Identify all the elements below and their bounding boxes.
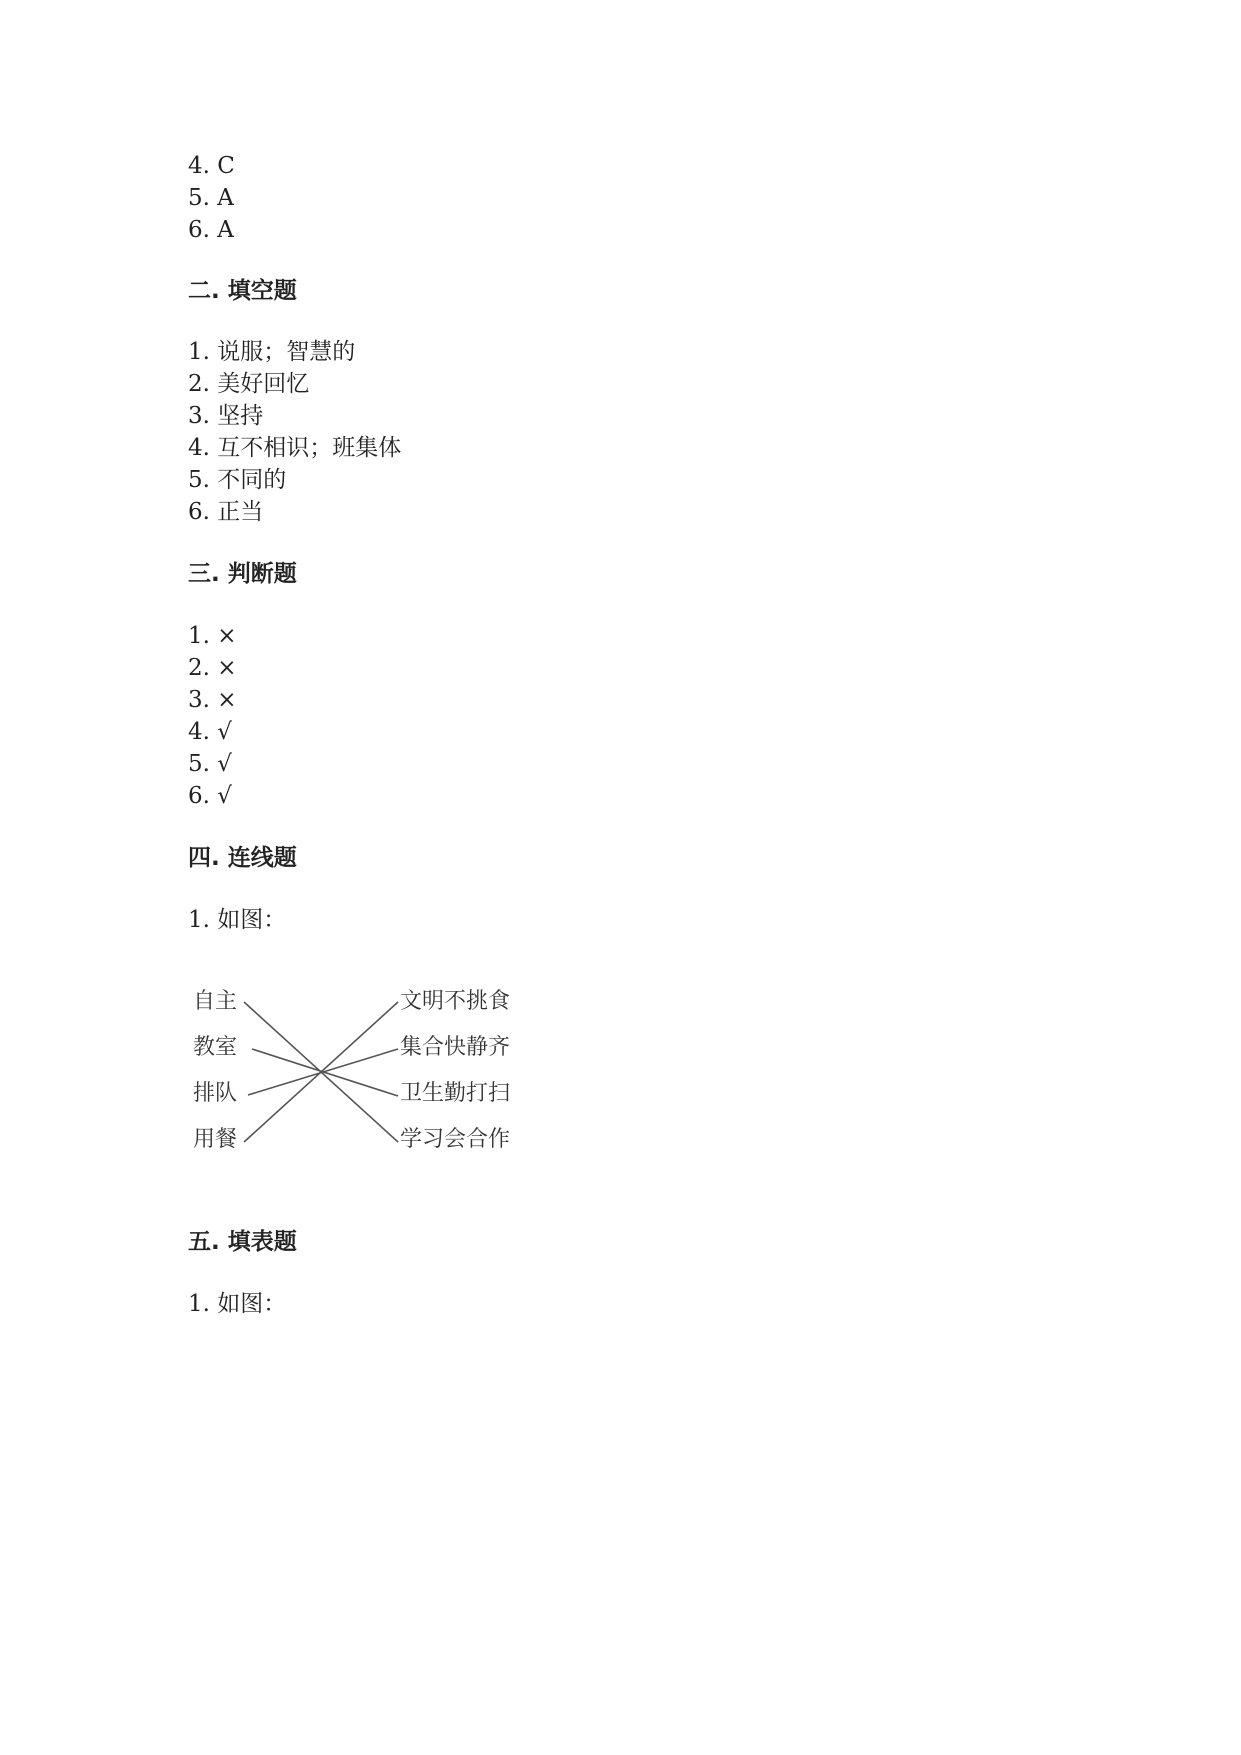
answer-item: 1. × [188, 623, 237, 649]
matching-diagram [188, 985, 518, 1160]
right-label: 文明不挑食 [400, 989, 511, 1014]
answer-item: 3. × [188, 687, 237, 713]
left-label: 排队 [193, 1081, 238, 1106]
answer-item: 4. C [188, 153, 235, 179]
answer-item: 5. √ [188, 751, 232, 777]
answer-item: 1. 说服；智慧的 [188, 339, 356, 365]
section-heading-fill-blank: 二. 填空题 [188, 278, 297, 304]
left-label: 用餐 [193, 1127, 238, 1152]
section-heading-fill-table: 五. 填表题 [188, 1229, 297, 1255]
section-heading-true-false: 三. 判断题 [188, 561, 297, 587]
answer-item: 6. √ [188, 783, 232, 809]
answer-item: 6. 正当 [188, 499, 264, 525]
answer-item: 3. 坚持 [188, 403, 264, 429]
answer-item: 5. A [188, 185, 234, 211]
right-label: 集合快静齐 [400, 1035, 511, 1060]
answer-item: 1. 如图： [188, 1291, 287, 1317]
right-label: 学习会合作 [400, 1127, 511, 1152]
answer-item: 4. √ [188, 719, 232, 745]
answer-item: 5. 不同的 [188, 467, 287, 493]
answer-item: 6. A [188, 217, 234, 243]
right-label: 卫生勤打扫 [400, 1081, 511, 1106]
answer-item: 1. 如图： [188, 907, 287, 933]
answer-item: 2. 美好回忆 [188, 371, 310, 397]
left-label: 自主 [193, 989, 238, 1014]
section-heading-matching: 四. 连线题 [188, 845, 297, 871]
left-label: 教室 [193, 1035, 238, 1060]
answer-item: 2. × [188, 655, 237, 681]
answer-item: 4. 互不相识；班集体 [188, 435, 402, 461]
